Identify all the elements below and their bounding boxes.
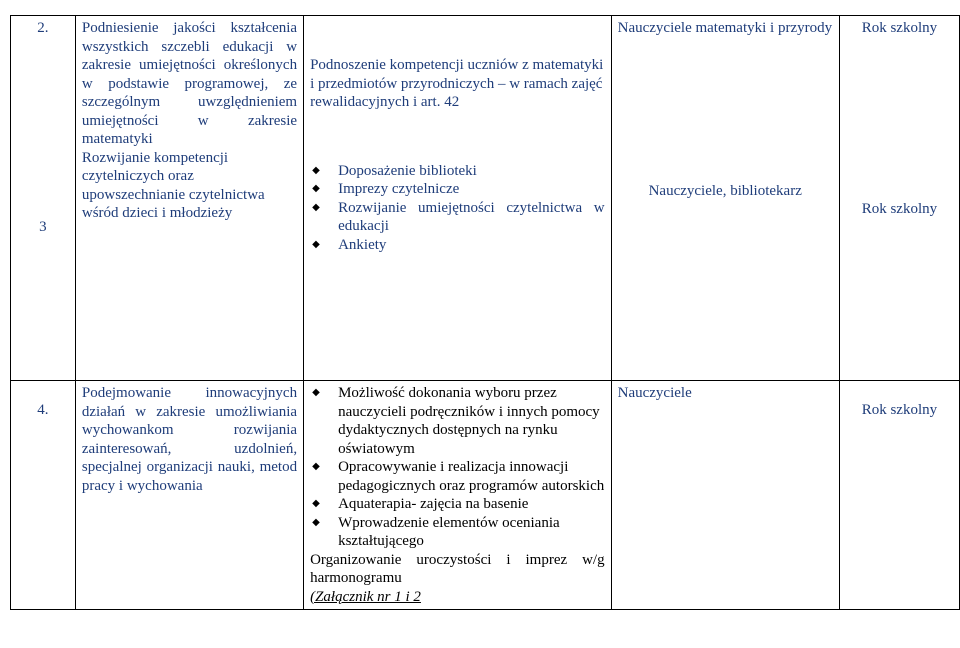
action-text: Podnoszenie kompetencji uczniów z matematyki i przedmiotów przyrodniczych – w ramach zajęć rewalidacyjnych i art. 42: [310, 57, 604, 110]
row-number: 2.: [37, 20, 49, 36]
responsible-cell: [611, 16, 839, 381]
list-item: ◆ Aquaterapia- zajęcia na basenie: [338, 495, 605, 514]
action-tail: Organizowanie uroczystości i imprez w/g harmonogramu: [310, 551, 605, 586]
row-number-cell: [11, 16, 76, 381]
responsible-cell: [611, 381, 839, 610]
list-item: ◆ Ankiety: [338, 236, 605, 255]
term-cell: [839, 381, 959, 610]
list-item: ◆ Opracowywanie i realizacja innowacji pedagogicznych oraz programów autorskich: [338, 458, 605, 495]
attachment-note: (Załącznik nr 1 i 2: [310, 588, 421, 605]
task-text: Podniesienie jakości kształcenia wszystkich szczebli edukacji w zakresie umiejętności określonych w podstawie programowej, ze szczególnym uwzględnieniem umiejętności w zakresie matematyki: [81, 20, 298, 147]
row-number: 3: [39, 218, 47, 235]
list-item: ◆ Doposażenie biblioteki: [338, 162, 605, 181]
responsible-text: Nauczyciele, bibliotekarz: [648, 182, 802, 199]
list-item: ◆ Imprezy czytelnicze: [338, 180, 605, 199]
list-item: ◆ Rozwijanie umiejętności czytelnictwa w edukacji: [338, 199, 605, 236]
task-cell: [75, 16, 303, 381]
table-row: [11, 381, 960, 610]
plan-table: [10, 15, 960, 610]
list-item: ◆ Możliwość dokonania wyboru przez nauczycieli podręczników i innych pomocy dydaktycznych dostępnych na rynku oświatowym: [338, 384, 605, 458]
term-text: Rok szkolny: [861, 402, 938, 418]
actions-cell: [304, 381, 612, 610]
action-list: [310, 162, 605, 255]
term-text: Rok szkolny: [861, 20, 938, 36]
responsible-text: Nauczyciele: [617, 385, 692, 401]
responsible-text: Nauczyciele matematyki i przyrody: [617, 20, 833, 36]
task-text: Rozwijanie kompetencji czytelniczych oraz upowszechnianie czytelnictwa wśród dzieci i młodzieży: [81, 149, 265, 221]
term-text: Rok szkolny: [861, 200, 938, 217]
term-cell: [839, 16, 959, 381]
actions-cell: [304, 16, 612, 381]
action-list: [310, 384, 605, 551]
row-number: 4.: [37, 402, 49, 418]
list-item: ◆ Wprowadzenie elementów oceniania kształtującego: [338, 514, 605, 551]
task-text: Podejmowanie innowacyjnych działań w zakresie umożliwiania wychowankom rozwijania zainteresowań, uzdolnień, specjalnej organizacji nauki, metod pracy i wychowania: [81, 385, 298, 494]
table-row: [11, 16, 960, 381]
row-number-cell: [11, 381, 76, 610]
task-cell: [75, 381, 303, 610]
